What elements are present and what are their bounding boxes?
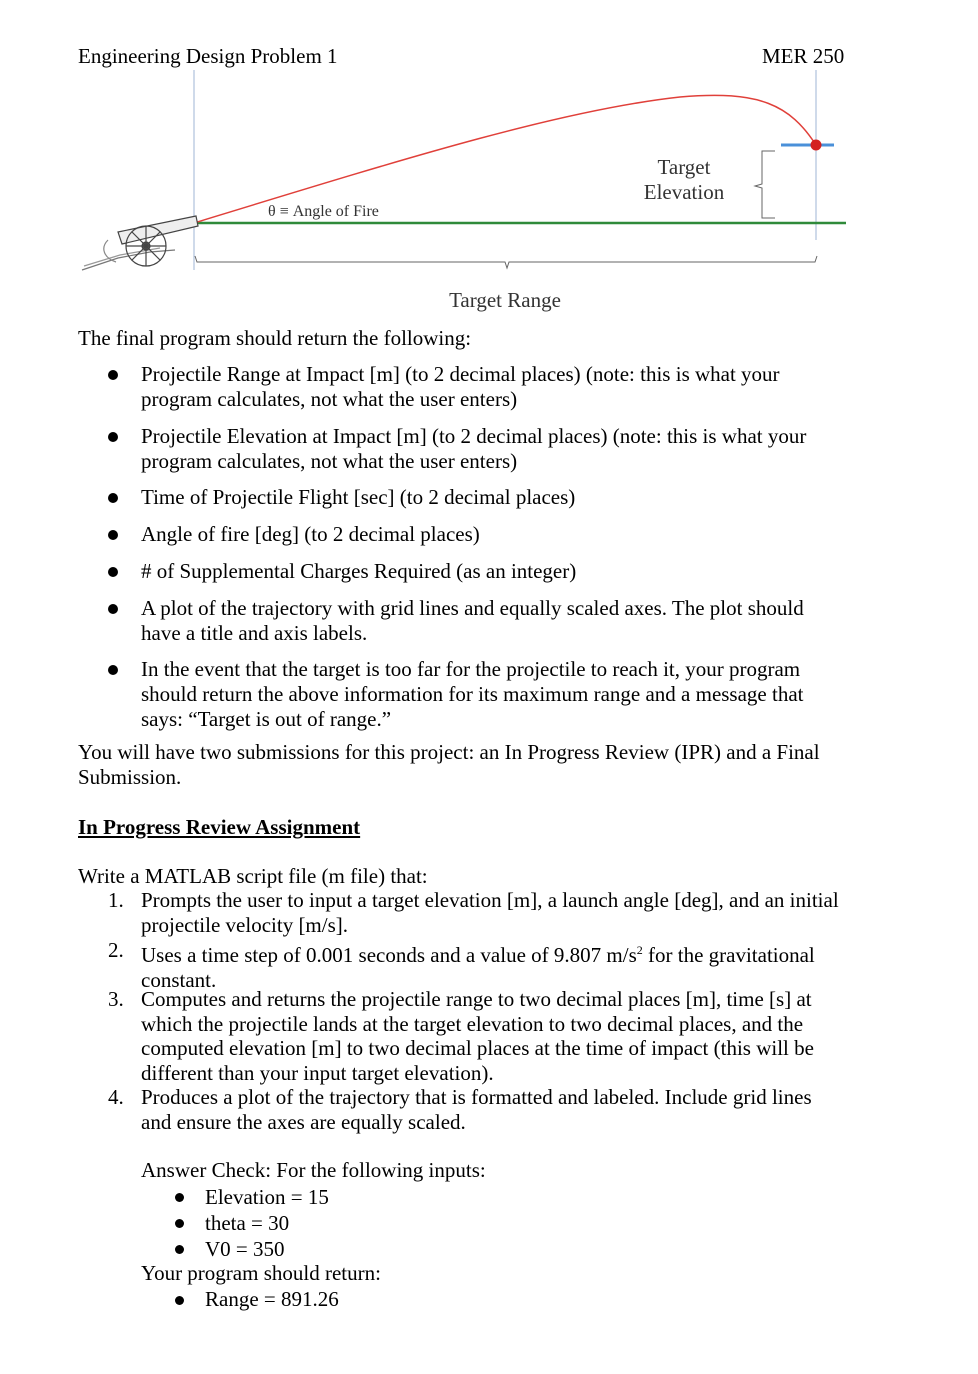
list-item: Projectile Elevation at Impact [m] (to 2 decimal places) (note: this is what your program calculates, not what the user enters): [141, 424, 807, 473]
step-number: 1.: [108, 888, 124, 912]
bullet-icon: [108, 567, 118, 577]
list-item: Projectile Range at Impact [m] (to 2 decimal places) (note: this is what your program calculates, not what the user enters): [141, 362, 780, 411]
bullet-icon: [108, 370, 118, 380]
bullet-icon: [175, 1296, 184, 1305]
cannon-icon: [82, 216, 198, 270]
ipr-heading: In Progress Review Assignment: [78, 815, 361, 839]
trajectory-figure: [0, 70, 978, 320]
bullet-icon: [108, 665, 118, 675]
list-item: Angle of fire [deg] (to 2 decimal places): [141, 522, 480, 546]
output-item: Range = 891.26: [205, 1287, 339, 1311]
bullet-icon: [108, 493, 118, 503]
elevation-label-line2: Elevation: [643, 180, 725, 204]
step-number: 3.: [108, 987, 124, 1011]
bullet-icon: [108, 530, 118, 540]
script-intro: Write a MATLAB script file (m file) that:: [78, 864, 428, 888]
input-item: Elevation = 15: [205, 1185, 329, 1209]
impact-point: [811, 140, 822, 151]
list-item: # of Supplemental Charges Required (as an integer): [141, 559, 577, 583]
list-item: A plot of the trajectory with grid lines and equally scaled axes. The plot should have a title and axis labels.: [141, 596, 804, 645]
step-text: Uses a time step of 0.001 seconds and a value of 9.807 $m/s^2$ for the gravitational constant.: [141, 943, 815, 992]
elevation-label-line1: Target: [657, 155, 711, 179]
input-item: V0 = 350: [205, 1237, 285, 1261]
bullet-icon: [175, 1219, 184, 1228]
step-text: Produces a plot of the trajectory that is formatted and labeled. Include grid lines and ensure the axes are equally scaled.: [141, 1085, 812, 1134]
step-text: Prompts the user to input a target elevation [m], a launch angle [deg], and an initial projectile velocity [m/s].: [141, 888, 839, 937]
header-course-title: Engineering Design Problem 1: [78, 44, 338, 68]
header-course-code: MER 250: [762, 44, 845, 68]
list-item: In the event that the target is too far for the projectile to reach it, your program should return the above information for its maximum range and a message that says: “Target is out of range.”: [141, 657, 804, 731]
range-brace: [195, 256, 817, 268]
elevation-brace: [755, 151, 775, 218]
bullet-icon: [175, 1193, 184, 1202]
step-number: 2.: [108, 938, 124, 962]
step-text: Computes and returns the projectile range to two decimal places [m], time [s] at which the projectile lands at the target elevation to two decimal places, and the computed elevation [m] to two decimal places at the time of impact (this will be different than your input target elevation).: [141, 987, 814, 1085]
range-label: Target Range: [449, 288, 561, 312]
input-item: theta = 30: [205, 1211, 290, 1235]
step-number: 4.: [108, 1085, 124, 1109]
return-label: Your program should return:: [141, 1261, 381, 1285]
angle-label: θ ≡ Angle of Fire: [268, 203, 379, 220]
list-item: Time of Projectile Flight [sec] (to 2 decimal places): [141, 485, 576, 509]
outputs-intro: The final program should return the following:: [78, 326, 472, 350]
submissions-paragraph: You will have two submissions for this project: an In Progress Review (IPR) and a Final Submission.: [78, 740, 820, 789]
bullet-icon: [175, 1245, 184, 1254]
answer-check-intro: Answer Check: For the following inputs:: [141, 1158, 486, 1182]
bullet-icon: [108, 432, 118, 442]
bullet-icon: [108, 604, 118, 614]
